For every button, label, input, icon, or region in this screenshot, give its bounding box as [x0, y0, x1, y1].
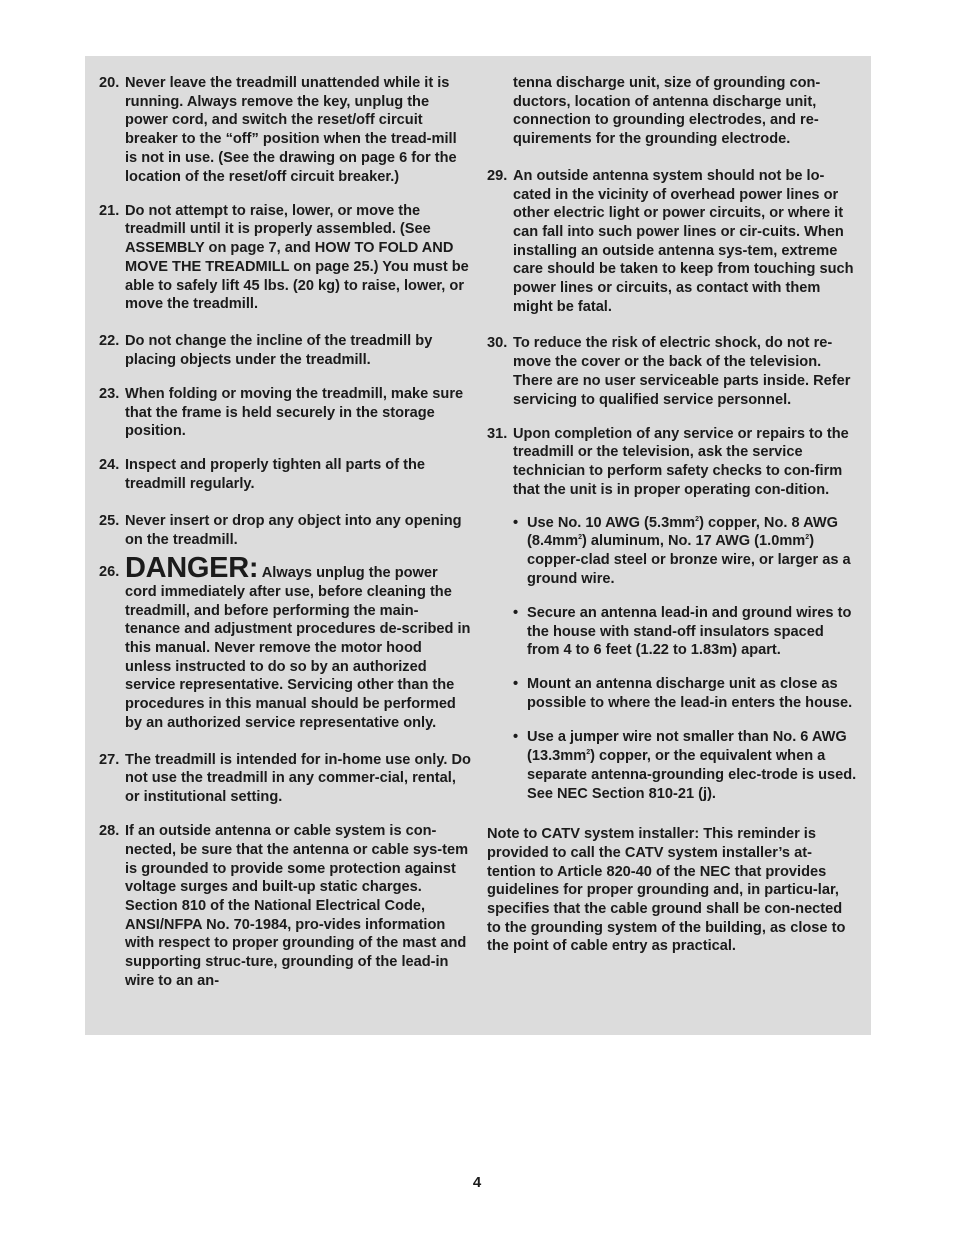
bullet-text: Use a jumper wire not smaller than No. 6 AWG $(13.3mm^2)$ copper, or the equivalent when a separate antenna-grounding elec-trode is used. See NEC Section 810-21 (j).	[527, 729, 857, 802]
right-column	[487, 74, 857, 956]
item-number: 20.	[99, 75, 120, 91]
left-column	[99, 74, 471, 1006]
page-number: 4	[472, 1174, 482, 1191]
grounding-bullet-4	[487, 728, 857, 803]
item-number: 29.	[487, 167, 508, 184]
item-number: 21.	[99, 202, 120, 219]
item-text: To reduce the risk of electric shock, do not re-move the cover or the back of the television. There are no user serviceable parts inside. Refer servicing to qualified service personnel.	[513, 335, 851, 408]
instruction-21	[99, 202, 471, 314]
instruction-31	[487, 425, 857, 500]
item-text: An outside antenna system should not be lo-cated in the vicinity of overhead power lines or other electric light or power circuits, or where it can fall into such power lines or cir-cuits. When installing an outside antenna sys-tem, extreme care should be taken to keep from touching such power lines or circuits, as contact with them might be fatal.	[513, 167, 854, 315]
item-number: 27.	[99, 751, 120, 768]
instruction-30	[487, 334, 857, 409]
bullet-text: Use No. 10 AWG $(5.3mm^2)$ copper, No. 8 AWG $(8.4mm^2)$ aluminum, No. 17 AWG $(1.0mm^2)$ copper-clad steel or bronze wire, or larger as a ground wire.	[527, 514, 851, 587]
item-number: 26.	[99, 564, 120, 581]
bullet-text: Secure an antenna lead-in and ground wires to the house with stand-off insulators spaced from 4 to 6 feet (1.22 to 1.83m) apart.	[527, 604, 852, 659]
instruction-25	[99, 512, 471, 549]
item-number: 22.	[99, 332, 120, 349]
bullet-icon: •	[513, 604, 519, 621]
item-text: Inspect and properly tighten all parts of the treadmill regularly.	[125, 457, 426, 493]
instruction-20	[99, 74, 471, 186]
item-text: Never insert or drop any object into any opening on the treadmill.	[125, 512, 462, 548]
item-text: If an outside antenna or cable system is con-nected, be sure that the antenna or cable sys-tem is grounded to provide some protection against voltage surges and built-up static charges. Section 810 of the National Electrical Code, ANSI/NFPA No. 70-1984, pro-vides information with respect to proper grounding of the mast and supporting struc-ture, grounding of the lead-in wire to an an-	[125, 823, 469, 989]
item-number: 25.	[99, 512, 120, 529]
bullet-text: Mount an antenna discharge unit as close as possible to where the lead-in enters the house.	[527, 676, 853, 712]
bullet-icon: •	[513, 514, 519, 531]
item-text: Do not attempt to raise, lower, or move the treadmill until it is properly assembled. (See ASSEMBLY on page 7, and HOW TO FOLD AND MOVE THE TREADMILL on page 25.) You must be able to safely lift 45 lbs. (20 kg) to raise, lower, or move the treadmill.	[125, 202, 469, 313]
instructions-panel	[85, 56, 871, 1035]
item-number: 24.	[99, 457, 120, 474]
instruction-22	[99, 332, 471, 369]
instruction-28	[99, 822, 471, 990]
item-number: 31.	[487, 425, 508, 442]
instruction-24	[99, 456, 471, 493]
catv-installer-note: Note to CATV system installer: This reminder is provided to call the CATV system installer’s at-tention to Article 820-40 of the NEC that provides guidelines for proper grounding and, in particu-lar, specifies that the cable ground shall be con-nected to the grounding system of the building, as close to the point of cable entry as practical.	[487, 826, 846, 955]
instruction-29	[487, 167, 857, 317]
item-text: Do not change the incline of the treadmill by placing objects under the treadmill.	[125, 332, 433, 368]
item-number: 23.	[99, 385, 120, 402]
item-number: 28.	[99, 823, 120, 840]
grounding-bullet-2	[487, 604, 857, 660]
item-text: The treadmill is intended for in-home use only. Do not use the treadmill in any commer-cial, rental, or institutional setting.	[125, 751, 471, 805]
instruction-23	[99, 385, 471, 441]
danger-heading: DANGER:	[125, 552, 259, 585]
item-text: Never leave the treadmill unattended while it is running. Always remove the key, unplug the power cord, and switch the reset/off circuit breaker to the “off” position when the tread-mill is not in use. (See the drawing on page 6 for the location of the reset/off circuit breaker.)	[125, 75, 457, 185]
bullet-icon: •	[513, 729, 519, 746]
danger-body: Always unplug the power cord immediately after use, before cleaning the treadmill, and before performing the main-tenance and adjustment procedures de-scribed in this manual. Never remove the motor hood unless instructed to do so by an authorized service representative. Servicing other than the procedures in this manual should be performed by an authorized service representative only.	[125, 565, 471, 731]
item-text: Upon completion of any service or repairs to the treadmill or the television, ask the service technician to perform safety checks to con-firm that the unit is in proper operating con-dition.	[513, 425, 849, 498]
item-number: 30.	[487, 335, 508, 352]
danger-warning	[99, 552, 471, 732]
grounding-bullet-3	[487, 675, 857, 712]
bullet-icon: •	[513, 676, 519, 693]
item-text: When folding or moving the treadmill, make sure that the frame is held securely in the storage position.	[125, 385, 464, 440]
instruction-27	[99, 751, 471, 807]
instruction-28-continued: tenna discharge unit, size of grounding con-ductors, location of antenna discharge unit, connection to grounding electrodes, and re-quirements for the grounding electrode.	[513, 75, 821, 148]
danger-text	[125, 552, 471, 732]
grounding-bullet-1	[487, 514, 857, 589]
